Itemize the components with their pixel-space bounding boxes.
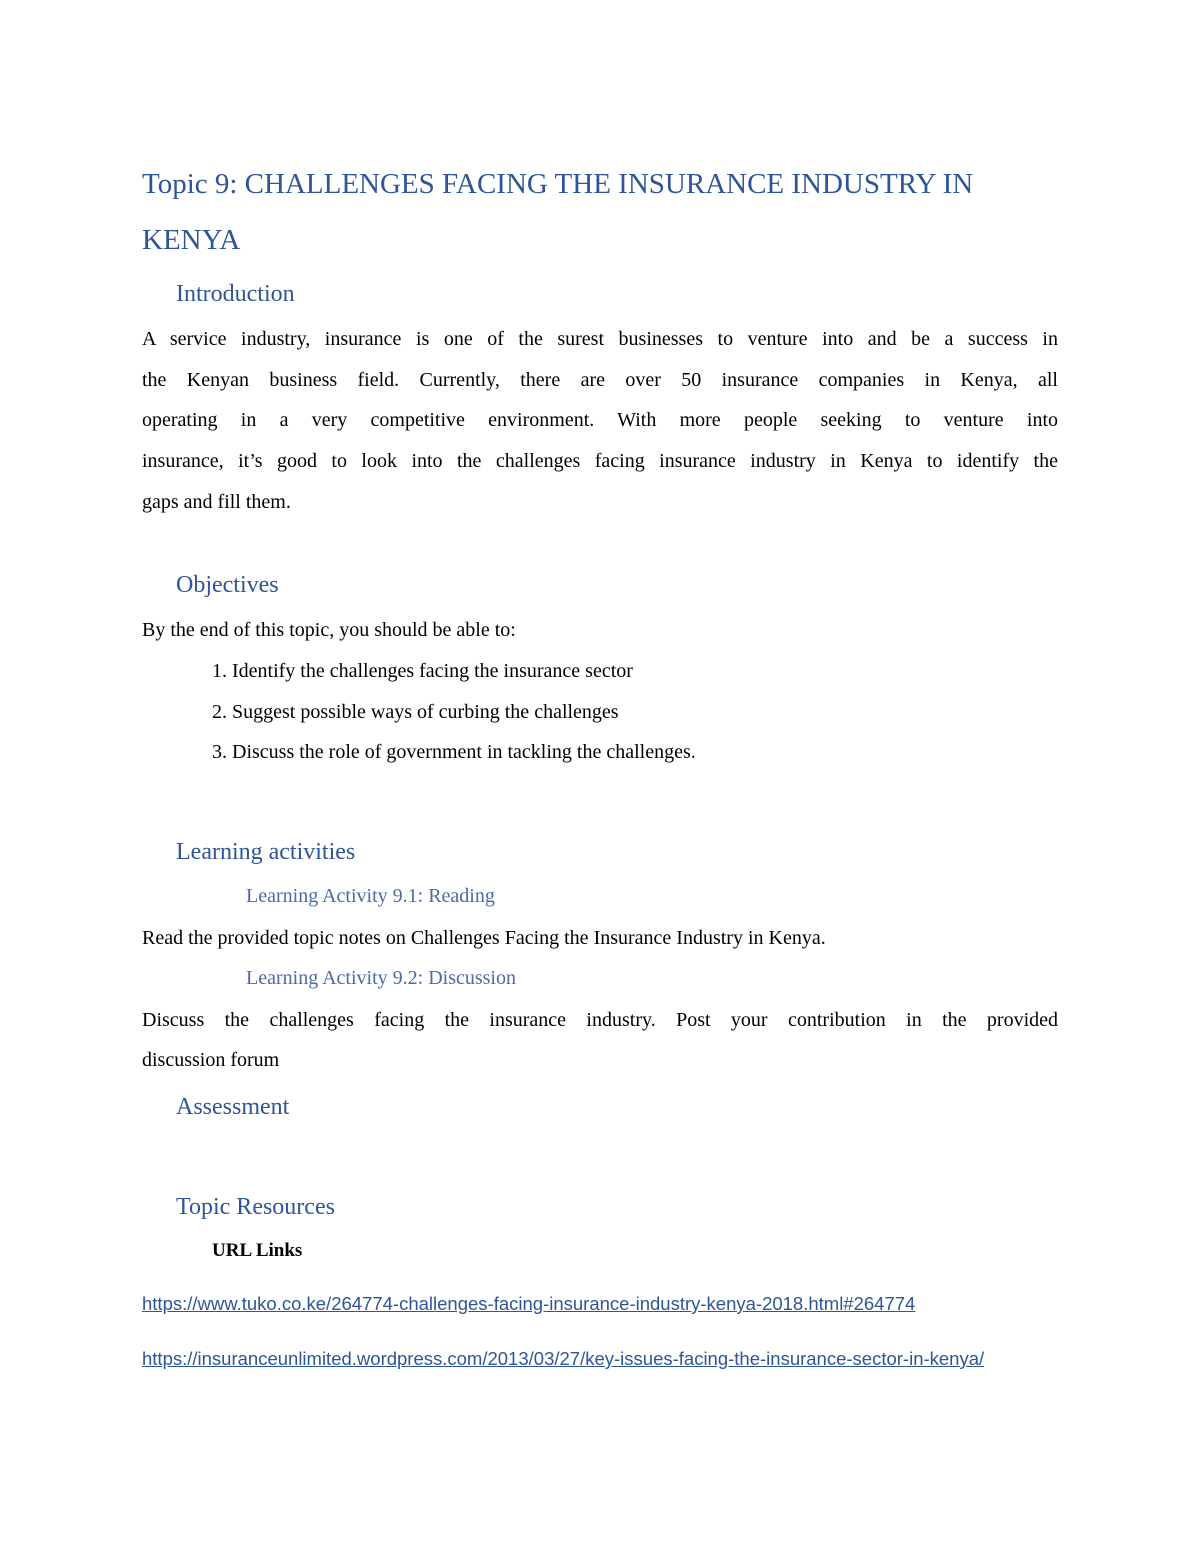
page-title-line-1: Topic 9: CHALLENGES FACING THE INSURANCE INDUSTRY IN — [142, 168, 974, 200]
introduction-line-2: the Kenyan business field. Currently, there are over 50 insurance companies in Kenya, all — [142, 369, 1058, 391]
introduction-line-3: operating in a very competitive environment. With more people seeking to venture into — [142, 409, 1058, 431]
introduction-heading: Introduction — [176, 281, 295, 307]
activity-2-heading: Learning Activity 9.2: Discussion — [246, 967, 516, 989]
objective-item-2: 2. Suggest possible ways of curbing the challenges — [212, 701, 619, 723]
topic-resources-heading: Topic Resources — [176, 1194, 335, 1220]
activity-2-text-line-2: discussion forum — [142, 1049, 280, 1071]
resource-link-insuranceunlimited[interactable]: https://insuranceunlimited.wordpress.com/2013/03/27/key-issues-facing-the-insurance-sector-in-kenya/ — [142, 1348, 985, 1369]
activity-1-text: Read the provided topic notes on Challenges Facing the Insurance Industry in Kenya. — [142, 927, 826, 949]
resource-link-tuko[interactable]: https://www.tuko.co.ke/264774-challenges-facing-insurance-industry-kenya-2018.html#264774 — [142, 1293, 916, 1314]
activity-2-text-line-1: Discuss the challenges facing the insurance industry. Post your contribution in the provided — [142, 1009, 1058, 1031]
objectives-lead: By the end of this topic, you should be able to: — [142, 619, 516, 641]
activity-1-heading: Learning Activity 9.1: Reading — [246, 885, 495, 907]
page-title-line-2: KENYA — [142, 224, 241, 256]
learning-activities-heading: Learning activities — [176, 839, 356, 865]
objectives-heading: Objectives — [176, 572, 279, 598]
introduction-line-4: insurance, it’s good to look into the challenges facing insurance industry in Kenya to identify the — [142, 450, 1058, 472]
objective-item-1: 1. Identify the challenges facing the insurance sector — [212, 660, 633, 682]
objective-item-3: 3. Discuss the role of government in tackling the challenges. — [212, 741, 696, 763]
assessment-heading: Assessment — [176, 1094, 290, 1120]
introduction-line-1: A service industry, insurance is one of the surest businesses to venture into and be a success in — [142, 328, 1058, 350]
introduction-line-5: gaps and fill them. — [142, 491, 291, 513]
url-links-label: URL Links — [212, 1240, 303, 1261]
